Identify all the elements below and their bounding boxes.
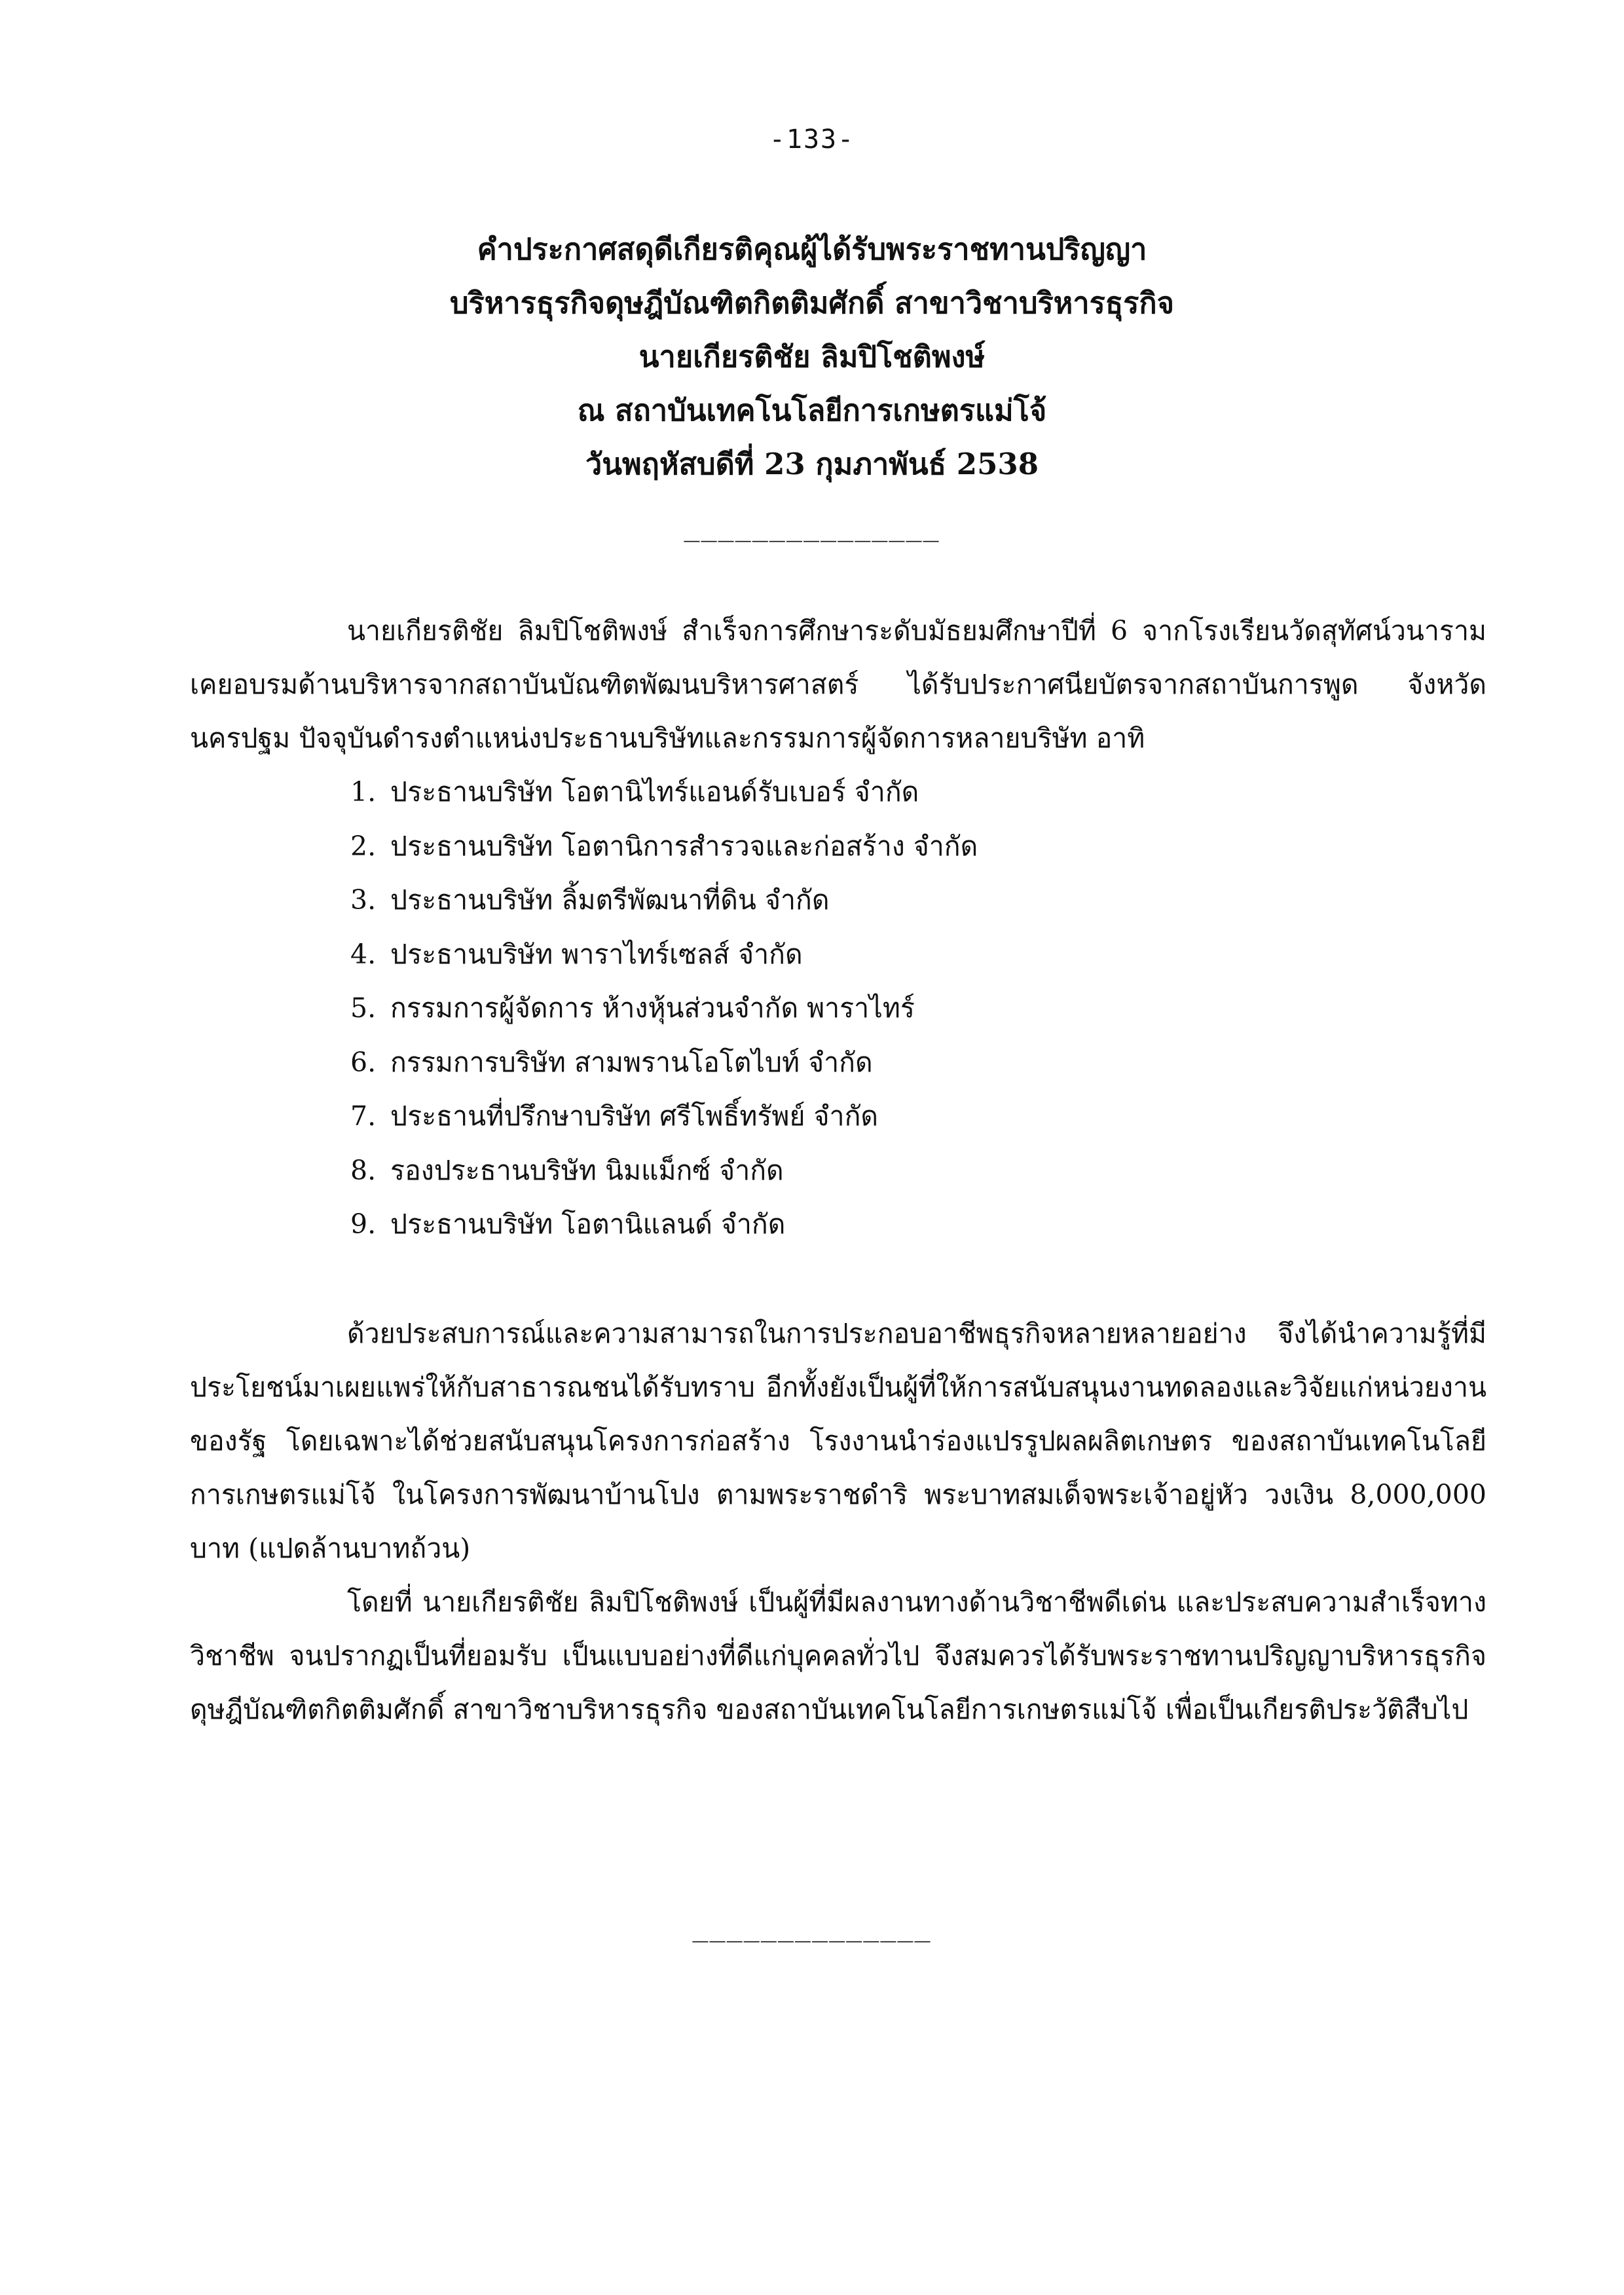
conclusion-paragraph <box>190 1575 1486 1736</box>
list-item-text: กรรมการบริษัท สามพรานโอโตไบท์ จำกัด <box>390 1046 873 1078</box>
paragraph-text: นายเกียรติชัย ลิมปิโชติพงษ์ สำเร็จการศึกษาระดับมัธยมศึกษาปีที่ 6 จากโรงเรียนวัดสุทัศน์วนาราม เคยอบรมด้านบริหารจากสถาบันบัณฑิตพัฒนบริหารศาสตร์ ได้รับประกาศนียบัตรจากสถาบันการพูด จังหวัดนครปฐม ปัจจุบันดำรงตำแหน่งประธานบริษัทและกรรมการผู้จัดการหลายบริษัท อาทิ <box>190 615 1486 754</box>
list-item <box>350 765 1464 819</box>
list-item-text: ประธานที่ปรึกษาบริษัท ศรีโพธิ์ทรัพย์ จำกัด <box>390 1100 879 1132</box>
list-item-number: 5. <box>350 992 377 1024</box>
list-item-text: กรรมการผู้จัดการ ห้างหุ้นส่วนจำกัด พาราไทร์ <box>390 992 915 1024</box>
list-item <box>350 1036 1464 1090</box>
heading-line-date: วันพฤหัสบดีที่ 23 กุมภาพันธ์ 2538 <box>585 447 1039 481</box>
list-item-text: ประธานบริษัท โอตานิการสำรวจและก่อสร้าง จำกัด <box>390 830 978 862</box>
list-item-text: ประธานบริษัท โอตานิไทร์แอนด์รับเบอร์ จำกัด <box>390 776 919 808</box>
list-item-text: ประธานบริษัท พาราไทร์เซลส์ จำกัด <box>390 938 803 970</box>
list-item <box>350 981 1464 1036</box>
list-item-text: รองประธานบริษัท นิมแม็กซ์ จำกัด <box>390 1154 784 1186</box>
heading-line-degree: บริหารธุรกิจดุษฎีบัณฑิตกิตติมศักดิ์ สาขาวิชาบริหารธุรกิจ <box>449 286 1175 320</box>
page-number: -133- <box>769 124 855 155</box>
list-item-text: ประธานบริษัท โอตานิแลนด์ จำกัด <box>390 1208 786 1240</box>
paragraph-text: ด้วยประสบการณ์และความสามารถในการประกอบอาชีพธุรกิจหลายหลายอย่าง จึงได้นำความรู้ที่มีประโยชน์มาเผยแพร่ให้กับสาธารณชนได้รับทราบ อีกทั้งยังเป็นผู้ที่ให้การสนับสนุนงานทดลองและวิจัยแก่หน่วยงานของรัฐ โดยเฉพาะได้ช่วยสนับสนุนโครงการก่อสร้าง โรงงานนำร่องแปรรูปผลผลิตเกษตร ของสถาบันเทคโนโลยีการเกษตรแม่โจ้ ในโครงการพัฒนาบ้านโปง ตามพระราชดำริ พระบาทสมเด็จพระเจ้าอยู่หัว วงเงิน 8,000,000 บาท (แปดล้านบาทถ้วน) <box>190 1318 1486 1564</box>
list-item <box>350 819 1464 874</box>
heading-divider: _______________ <box>684 512 940 542</box>
list-item-number: 8. <box>350 1154 377 1186</box>
paragraph-text: โดยที่ นายเกียรติชัย ลิมปิโชติพงษ์ เป็นผู้ที่มีผลงานทางด้านวิชาชีพดีเด่น และประสบความสำเร็จทางวิชาชีพ จนปรากฏเป็นที่ยอมรับ เป็นแบบอย่างที่ดีแก่บุคคลทั่วไป จึงสมควรได้รับพระราชทานปริญญาบริหารธุรกิจดุษฎีบัณฑิตกิตติมศักดิ์ สาขาวิชาบริหารธุรกิจ ของสถาบันเทคโนโลยีการเกษตรแม่โจ้ เพื่อเป็นเกียรติประวัติสืบไป <box>190 1586 1486 1725</box>
list-item-number: 9. <box>350 1208 377 1240</box>
list-item-number: 6. <box>350 1046 377 1078</box>
heading-line-name: นายเกียรติชัย ลิมปิโชติพงษ์ <box>638 339 986 374</box>
list-item-number: 4. <box>350 938 377 970</box>
list-item <box>350 1089 1464 1144</box>
heading-line-title: คำประกาศสดุดีเกียรติคุณผู้ได้รับพระราชทานปริญญา <box>477 232 1147 267</box>
closing-divider: ______________ <box>692 1912 932 1943</box>
list-item <box>350 927 1464 982</box>
list-item-number: 1. <box>350 776 377 808</box>
list-item-number: 7. <box>350 1100 377 1132</box>
document-heading <box>223 223 1401 491</box>
company-list <box>350 765 1464 1252</box>
list-item-number: 2. <box>350 830 377 862</box>
list-item <box>350 1197 1464 1252</box>
list-item-number: 3. <box>350 884 377 916</box>
contribution-paragraph <box>190 1307 1486 1575</box>
heading-line-institution: ณ สถาบันเทคโนโลยีการเกษตรแม่โจ้ <box>577 393 1047 428</box>
list-item <box>350 873 1464 927</box>
biography-paragraph <box>190 604 1486 765</box>
list-item-text: ประธานบริษัท ลิ้มตรีพัฒนาที่ดิน จำกัด <box>390 884 830 916</box>
list-item <box>350 1144 1464 1198</box>
